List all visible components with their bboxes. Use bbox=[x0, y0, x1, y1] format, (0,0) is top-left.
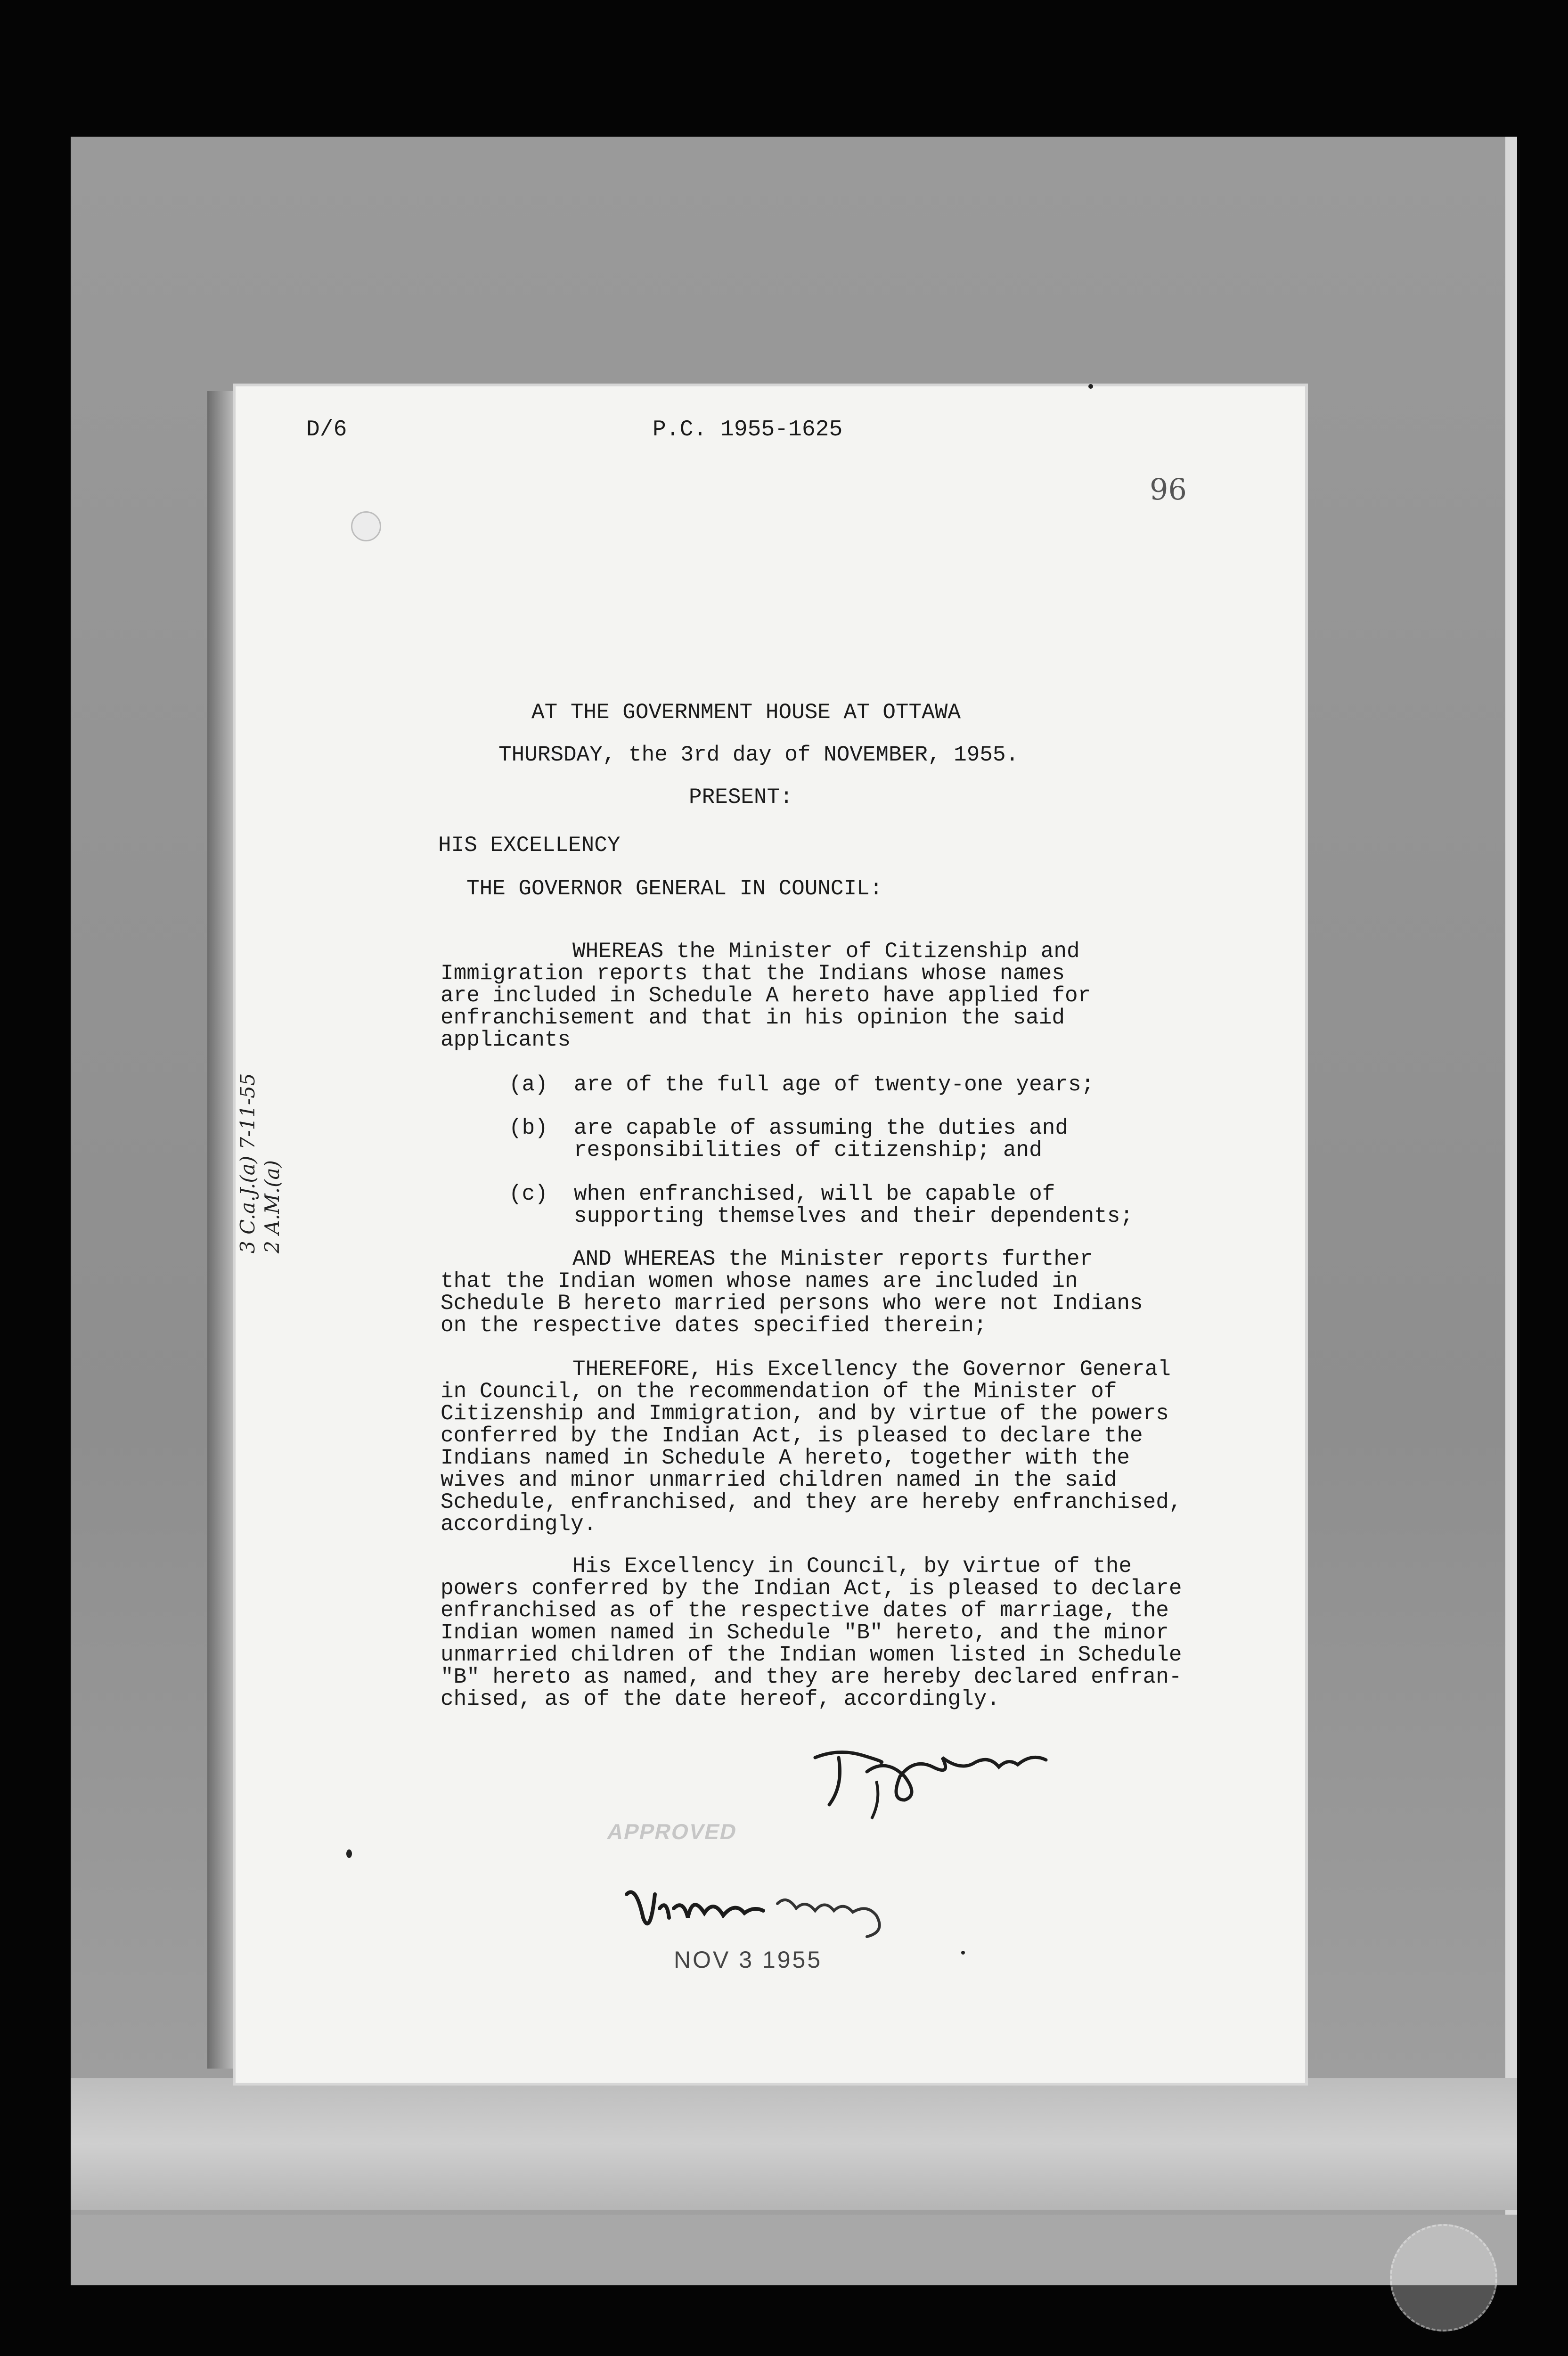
text-line: powers conferred by the Indian Act, is pleased to declare bbox=[441, 1576, 1182, 1601]
text-line: His Excellency in Council, by virtue of the bbox=[572, 1554, 1132, 1579]
text-line: Schedule B hereto married persons who were not Indians bbox=[441, 1291, 1143, 1316]
punch-hole-icon bbox=[351, 511, 381, 541]
text-line: WHEREAS the Minister of Citizenship and bbox=[572, 939, 1080, 964]
item-text: supporting themselves and their dependents; bbox=[574, 1204, 1133, 1228]
text-line: AND WHEREAS the Minister reports further bbox=[572, 1247, 1093, 1271]
text-line: are included in Schedule A hereto have applied for bbox=[441, 983, 1091, 1008]
folio-number: 96 bbox=[1150, 472, 1187, 507]
item-label: (b) bbox=[509, 1116, 548, 1140]
item-label: (c) bbox=[509, 1182, 548, 1206]
council-line: THE GOVERNOR GENERAL IN COUNCIL: bbox=[466, 876, 883, 901]
ink-speck bbox=[961, 1951, 965, 1955]
present-line: PRESENT: bbox=[689, 785, 793, 810]
item-text: are of the full age of twenty-one years; bbox=[574, 1072, 1094, 1097]
clerk-signature bbox=[810, 1729, 1055, 1824]
margin-annotation bbox=[236, 1073, 285, 1253]
board-bottom-strip bbox=[71, 2078, 1517, 2210]
text-line: Citizenship and Immigration, and by virtue of the powers bbox=[441, 1401, 1169, 1426]
text-line: that the Indian women whose names are included in bbox=[441, 1269, 1078, 1293]
text-line: wives and minor unmarried children named in the said bbox=[441, 1468, 1117, 1492]
ink-speck bbox=[346, 1849, 352, 1858]
text-line: on the respective dates specified therein; bbox=[441, 1313, 987, 1338]
ink-speck bbox=[1088, 384, 1093, 389]
approval-date-stamp: NOV 3 1955 bbox=[674, 1947, 823, 1973]
excellency-line: HIS EXCELLENCY bbox=[438, 833, 621, 858]
text-line: "B" hereto as named, and they are hereby declared enfran- bbox=[441, 1665, 1182, 1689]
item-text: responsibilities of citizenship; and bbox=[574, 1138, 1042, 1162]
archive-seal-icon bbox=[1390, 2224, 1497, 2331]
ref-left: D/6 bbox=[306, 417, 347, 442]
text-line: in Council, on the recommendation of the Minister of bbox=[441, 1379, 1117, 1404]
order-number: P.C. 1955-1625 bbox=[653, 417, 843, 442]
item-label: (a) bbox=[509, 1072, 548, 1097]
approved-stamp: APPROVED bbox=[605, 1819, 740, 1844]
text-line: applicants bbox=[441, 1028, 571, 1052]
document-page bbox=[236, 386, 1305, 2083]
text-line: enfranchisement and that in his opinion the said bbox=[441, 1006, 1065, 1030]
text-line: Immigration reports that the Indians whose names bbox=[441, 961, 1065, 986]
text-line: Schedule, enfranchised, and they are hereby enfranchised, bbox=[441, 1490, 1182, 1514]
text-line: Indian women named in Schedule "B" hereto, and the minor bbox=[441, 1620, 1169, 1645]
text-line: enfranchised as of the respective dates of marriage, the bbox=[441, 1598, 1169, 1623]
text-line: Indians named in Schedule A hereto, together with the bbox=[441, 1446, 1130, 1470]
place-line: AT THE GOVERNMENT HOUSE AT OTTAWA bbox=[531, 700, 961, 725]
text-line: chised, as of the date hereof, accordingly. bbox=[441, 1687, 1000, 1711]
item-text: are capable of assuming the duties and bbox=[574, 1116, 1068, 1140]
board-edge bbox=[1505, 137, 1517, 2229]
text-line: conferred by the Indian Act, is pleased to declare the bbox=[441, 1423, 1143, 1448]
margin-note-line: 2 A.M.(a) bbox=[261, 1160, 284, 1253]
board-lower-panel bbox=[71, 2215, 1517, 2285]
margin-note-line: 3 C.a.J.(a) 7-11-55 bbox=[236, 1073, 259, 1253]
text-line: unmarried children of the Indian women listed in Schedule bbox=[441, 1643, 1182, 1667]
text-line: accordingly. bbox=[441, 1512, 597, 1537]
item-text: when enfranchised, will be capable of bbox=[574, 1182, 1055, 1206]
text-line: THEREFORE, His Excellency the Governor General bbox=[572, 1357, 1171, 1382]
date-line: THURSDAY, the 3rd day of NOVEMBER, 1955. bbox=[498, 743, 1019, 767]
